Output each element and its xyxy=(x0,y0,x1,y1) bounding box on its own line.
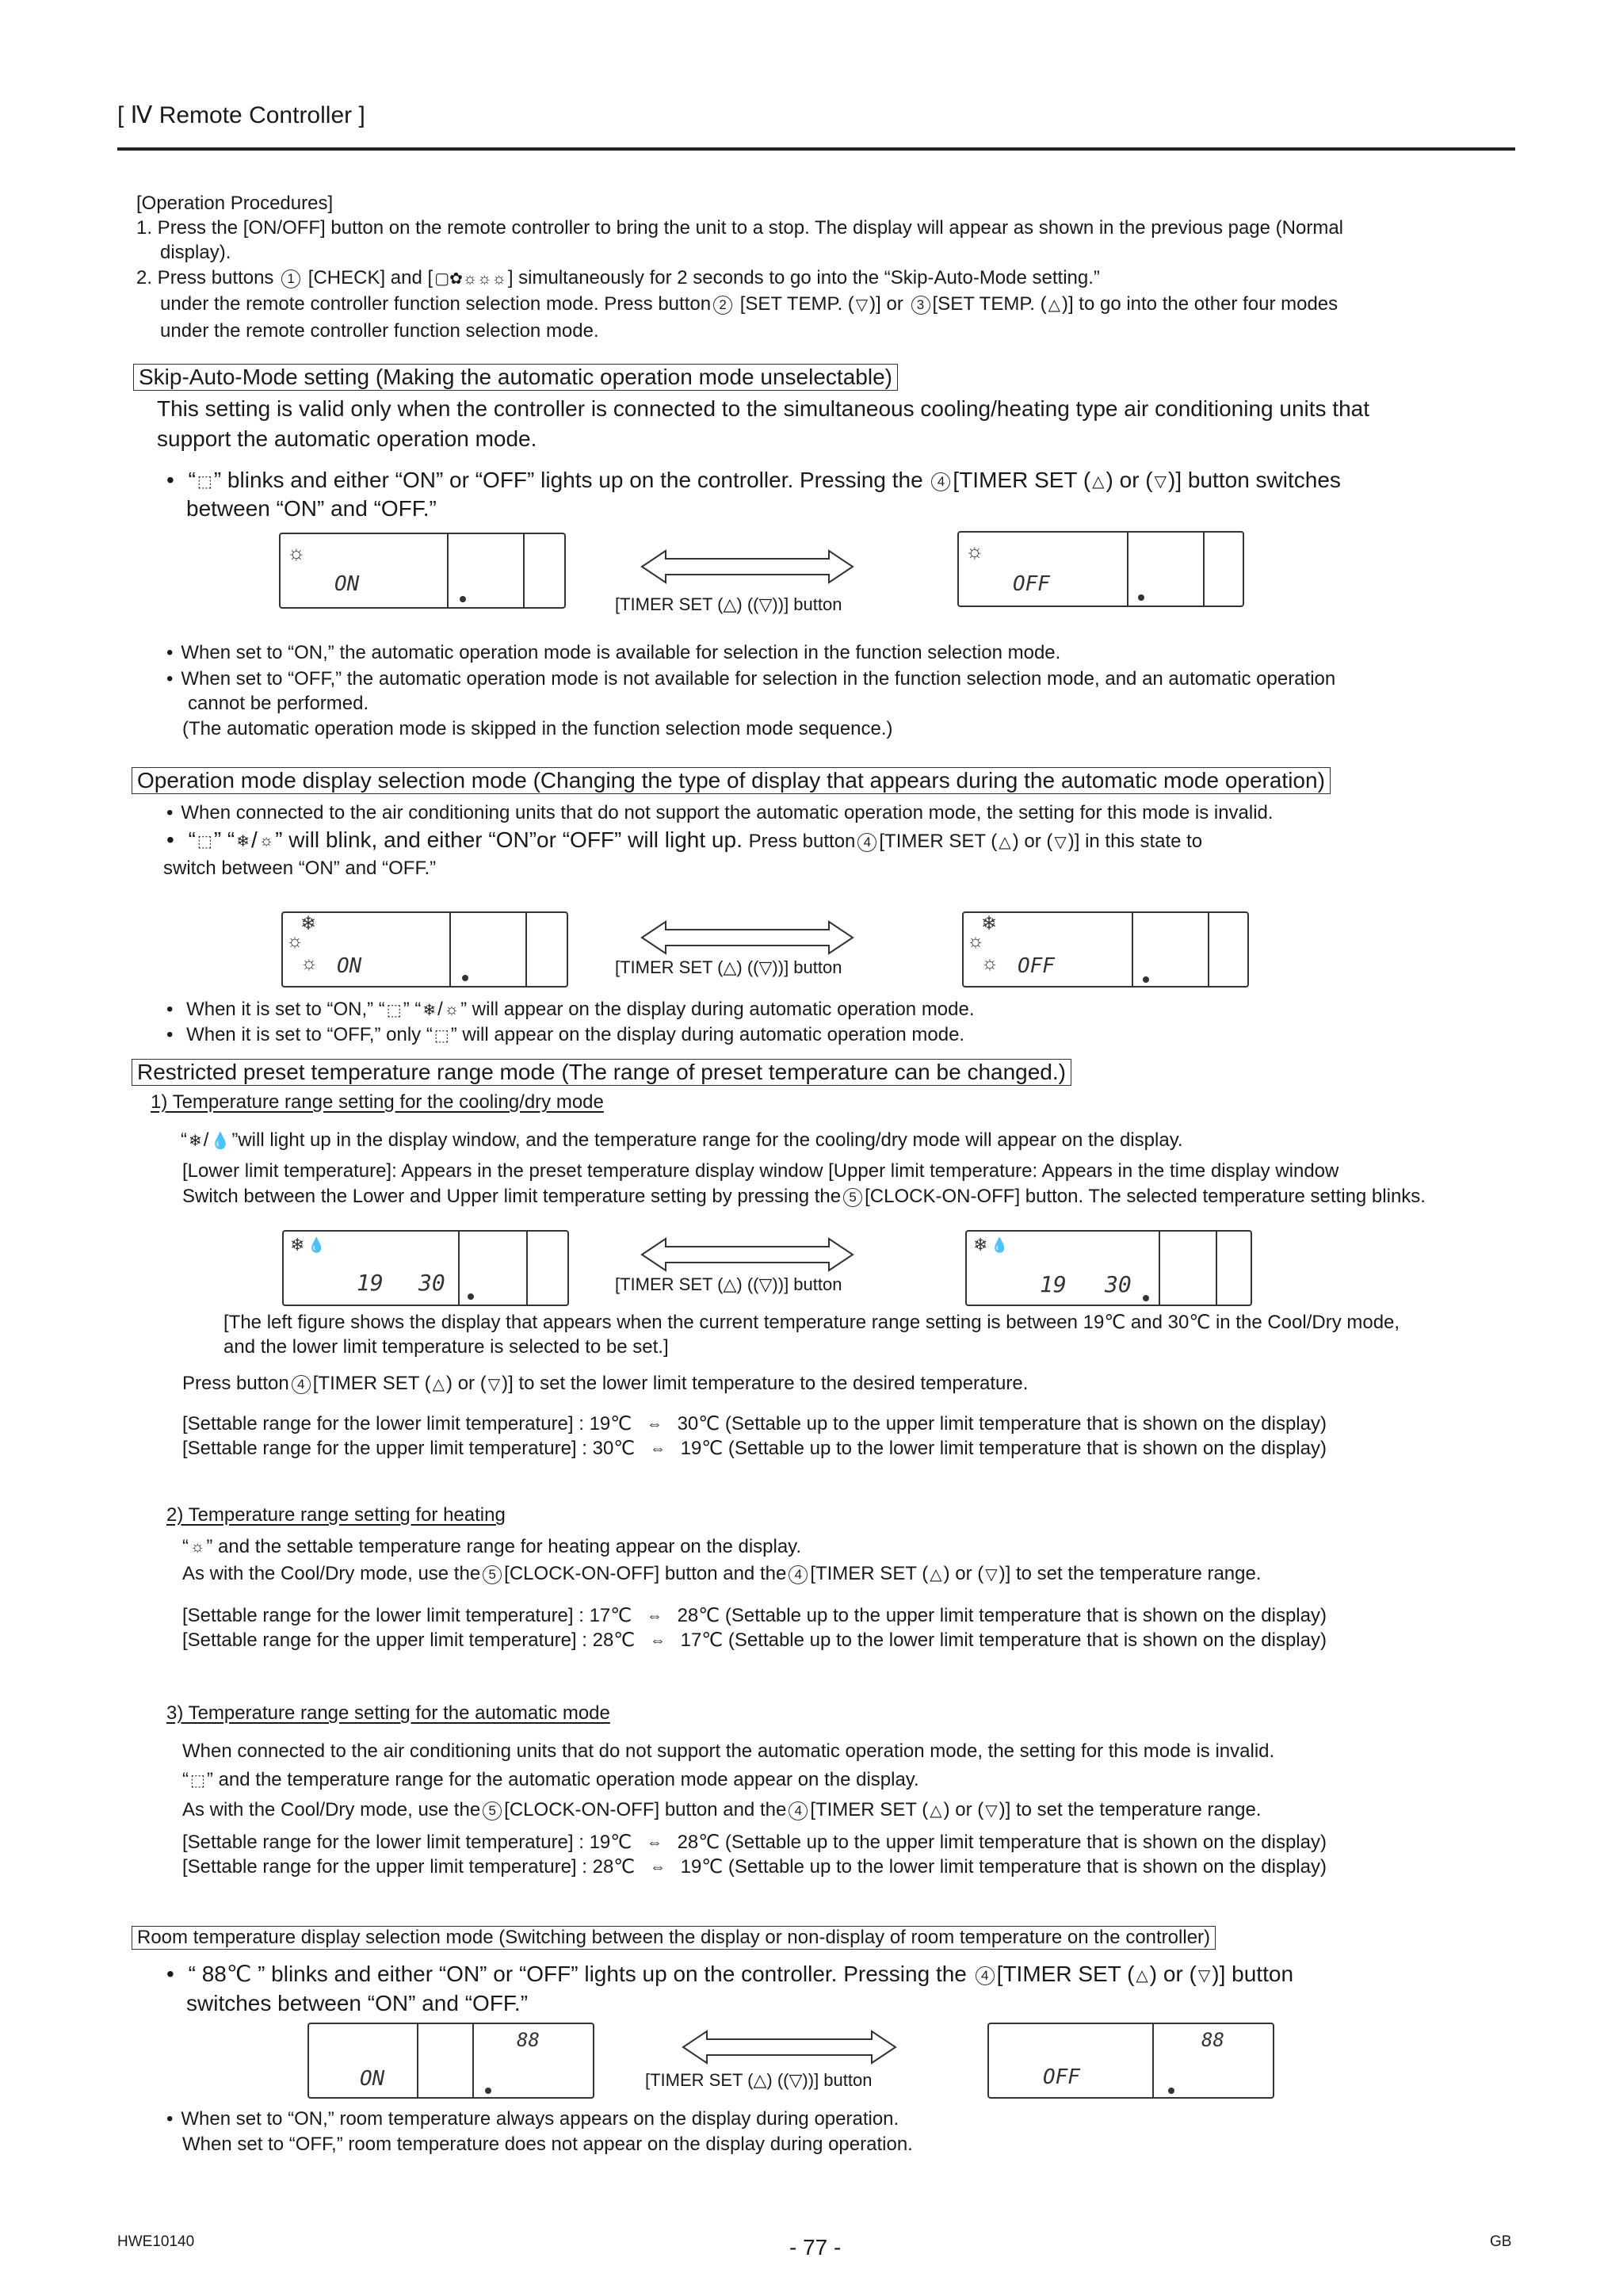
opdisp-off-note xyxy=(166,1024,964,1046)
auto-icon: ⬚ xyxy=(190,1772,205,1790)
room-heading: Room temperature display selection mode (Switching between the display or non-display of room temperature on the controller) xyxy=(132,1926,1216,1950)
circled-4: 4 xyxy=(789,1565,808,1584)
double-arrow-icon xyxy=(640,548,854,585)
opdisp-blink xyxy=(166,827,1202,853)
circled-4: 4 xyxy=(292,1375,311,1394)
text: ) or ( xyxy=(943,1563,984,1584)
drop-icon: 💧 xyxy=(307,1237,326,1253)
text: ) or ( xyxy=(943,1799,984,1820)
text: )] button switches xyxy=(1168,468,1341,492)
text: [TIMER SET ( xyxy=(810,1799,929,1820)
sun-icon: ☼ xyxy=(287,541,306,564)
footer-region: GB xyxy=(1490,2233,1512,2250)
text: [CLOCK-ON-OFF] button and the xyxy=(504,1563,787,1584)
lcd-temp: 88 xyxy=(517,2029,540,2051)
text: [Settable range for the lower limit temperature] : 19℃ xyxy=(182,1413,632,1435)
lcd-value-high: 30 xyxy=(1105,1271,1132,1297)
text: [TIMER SET ( xyxy=(879,831,998,852)
skip-note-skipped: (The automatic operation mode is skipped in the function selection mode sequence.) xyxy=(182,718,893,739)
auto-icon: ⬚ xyxy=(197,833,212,851)
text: will blink, and either “ON”or “OFF” will light up. xyxy=(288,827,743,852)
range-s2-title: 2) Temperature range setting for heating xyxy=(166,1504,506,1526)
text: “ xyxy=(181,1129,187,1151)
skip-intro: This setting is valid only when the controller is connected to the simultaneous cooling/heating type air conditioning units that xyxy=(157,396,1370,421)
text: As with the Cool/Dry mode, use the xyxy=(182,1563,481,1584)
lcd-divider xyxy=(472,2024,474,2097)
range-fig-note: [The left figure shows the display that appears when the current temperature range setting is between 19℃ and 30℃ in the Cool/Dry mode, xyxy=(223,1312,1400,1333)
auto-upper-range xyxy=(182,1855,1327,1878)
sun-icon: ☼ xyxy=(444,1001,460,1019)
lcd-value-low: 19 xyxy=(1040,1271,1067,1297)
text: 19℃ (Settable up to the lower limit temperature that is shown on the display) xyxy=(680,1856,1327,1878)
text: [TIMER SET ( xyxy=(996,1962,1135,1986)
text: “ xyxy=(188,827,196,852)
text: [Settable range for the upper limit temperature] : 30℃ xyxy=(182,1438,636,1459)
text: [CHECK] and [ xyxy=(307,267,433,288)
circled-5: 5 xyxy=(483,1565,502,1584)
text: will light up in the display window, and the temperature range for the cooling/dry mode will appear on the display. xyxy=(238,1129,1183,1151)
auto-icon: ⬚ xyxy=(433,1027,449,1045)
range-s2-appear xyxy=(182,1536,801,1558)
down-triangle-icon: ▽ xyxy=(1154,473,1167,491)
lcd-divider xyxy=(1203,533,1205,606)
text: [SET TEMP. ( xyxy=(932,293,1047,315)
down-triangle-icon: ▽ xyxy=(1054,834,1067,852)
lcd-value: ON xyxy=(360,2067,385,2091)
text: [Settable range for the upper limit temperature] : 28℃ xyxy=(182,1856,636,1878)
range-s1-lower: [Lower limit temperature]: Appears in the preset temperature display window [Upper limit temperature: Appears in the time display window xyxy=(182,1160,1339,1182)
down-triangle-icon: ▽ xyxy=(985,1802,998,1820)
double-arrow-icon: ⇔ xyxy=(649,1859,666,1877)
lcd-divider xyxy=(458,1232,460,1305)
up-triangle-icon: △ xyxy=(999,834,1011,852)
double-arrow-icon: ⇔ xyxy=(646,1607,663,1626)
snow-icon: ❄ xyxy=(290,1235,305,1255)
lcd-divider xyxy=(1132,913,1133,986)
opdisp-heading: Operation mode display selection mode (Changing the type of display that appears during the automatic mode operation) xyxy=(132,767,1331,794)
circled-4: 4 xyxy=(789,1801,808,1820)
text: 19℃ (Settable up to the lower limit temperature that is shown on the display) xyxy=(680,1438,1327,1459)
up-triangle-icon: △ xyxy=(432,1376,445,1394)
down-triangle-icon: ▽ xyxy=(1197,1967,1211,1985)
text: [SET TEMP. ( xyxy=(739,293,854,315)
text: )] to set the temperature range. xyxy=(999,1799,1262,1820)
text: ) or ( xyxy=(446,1373,487,1394)
range-s3-asw xyxy=(182,1799,1262,1821)
text: 2. Press buttons xyxy=(136,267,274,288)
sun-icon: ☼ xyxy=(286,930,304,952)
procedures-step1: 1. Press the [ON/OFF] button on the remote controller to bring the unit to a stop. The display will appear as shown in the previous page (Normal xyxy=(136,217,1344,239)
snow-icon: ❄ xyxy=(981,913,998,934)
lcd-range-left xyxy=(282,1230,569,1306)
range-s3-appear xyxy=(182,1769,919,1791)
double-arrow-icon: ⇔ xyxy=(646,1415,663,1434)
text: )] button xyxy=(1212,1962,1294,1986)
heat-lower-range xyxy=(182,1604,1327,1627)
cool-upper-range xyxy=(182,1437,1327,1460)
lcd-value: ON xyxy=(337,954,362,978)
skip-heading: Skip-Auto-Mode setting (Making the automatic operation mode unselectable) xyxy=(133,364,898,391)
procedures-step2-c: under the remote controller function selection mode. xyxy=(160,320,599,342)
range-fig-note-cont: and the lower limit temperature is selected to be set.] xyxy=(223,1336,669,1358)
range-heading: Restricted preset temperature range mode (The range of preset temperature can be changed.) xyxy=(132,1059,1071,1086)
mode-icons: ▢✿☼☼☼ xyxy=(434,270,506,288)
slash: / xyxy=(251,827,258,852)
auto-lower-range xyxy=(182,1831,1327,1854)
text: ” xyxy=(275,827,289,852)
range-s2-asw xyxy=(182,1563,1262,1585)
lcd-divider xyxy=(526,1232,528,1305)
opdisp-blink-cont: switch between “ON” and “OFF.” xyxy=(163,858,437,879)
double-arrow-icon xyxy=(682,2029,897,2065)
slash: / xyxy=(437,999,443,1020)
snow-icon: ❄ xyxy=(422,1002,437,1020)
lcd-value: OFF xyxy=(1018,954,1055,978)
text: ” “ xyxy=(213,827,235,852)
procedures-step2-b xyxy=(160,293,1338,315)
text: “ 88℃ ” blinks and either “ON” or “OFF” lights up on the controller. Pressing the xyxy=(188,1962,967,1986)
timer-set-label: [TIMER SET (△) ((▽))] button xyxy=(615,957,842,977)
text: When it is set to “OFF,” only “ xyxy=(186,1024,433,1045)
procedures-step2 xyxy=(136,267,1100,289)
circled-5: 5 xyxy=(843,1188,862,1207)
snow-icon: ❄ xyxy=(300,913,317,934)
text: [CLOCK-ON-OFF] button and the xyxy=(504,1799,787,1820)
lcd-divider xyxy=(447,534,449,607)
text: ) or ( xyxy=(1149,1962,1197,1986)
lcd-opdisp-off xyxy=(962,911,1249,988)
sun-icon: ☼ xyxy=(965,539,984,563)
lcd-temp: 88 xyxy=(1201,2029,1224,2051)
range-s3-invalid: When connected to the air conditioning units that do not support the automatic operation mode, the setting for this mode is invalid. xyxy=(182,1740,1275,1762)
snow-icon: ❄ xyxy=(189,1133,202,1151)
lcd-divider xyxy=(449,913,451,986)
text: Switch between the Lower and Upper limit temperature setting by pressing the xyxy=(182,1186,842,1207)
up-triangle-icon: △ xyxy=(930,1802,942,1820)
lcd-room-off xyxy=(987,2023,1274,2099)
double-arrow-icon xyxy=(640,1236,854,1273)
sun-icon: ☼ xyxy=(981,953,999,974)
text: ” will appear on the display during automatic operation mode. xyxy=(460,999,975,1020)
text: 28℃ (Settable up to the upper limit temperature that is shown on the display) xyxy=(677,1605,1327,1626)
lcd-dot xyxy=(1138,594,1144,601)
double-arrow-icon xyxy=(640,919,854,956)
text: [CLOCK-ON-OFF] button. The selected temperature setting blinks. xyxy=(865,1186,1426,1207)
footer-code: HWE10140 xyxy=(117,2233,195,2250)
down-triangle-icon: ▽ xyxy=(855,296,869,315)
circled-5: 5 xyxy=(483,1801,502,1820)
text: 30℃ (Settable up to the upper limit temperature that is shown on the display) xyxy=(677,1413,1327,1435)
skip-note-off: • When set to “OFF,” the automatic operation mode is not available for selection in the function selection mode, and an automatic operation xyxy=(166,668,1335,690)
auto-icon: ⬚ xyxy=(197,473,212,491)
timer-set-label: [TIMER SET (△) ((▽))] button xyxy=(645,2070,873,2090)
lcd-value: OFF xyxy=(1013,572,1050,596)
page-number: - 77 - xyxy=(789,2235,842,2260)
up-triangle-icon: △ xyxy=(1092,473,1105,491)
range-s3-title: 3) Temperature range setting for the automatic mode xyxy=(166,1702,610,1724)
text: ” and the settable temperature range for heating appear on the display. xyxy=(206,1536,802,1557)
text: [Settable range for the lower limit temperature] : 19℃ xyxy=(182,1832,632,1853)
sun-icon: ☼ xyxy=(300,953,318,974)
room-bullet xyxy=(166,1961,1293,1987)
text: [TIMER SET ( xyxy=(953,468,1091,492)
lcd-value: ON xyxy=(334,572,360,596)
lcd-range-right xyxy=(965,1230,1252,1306)
snow-icon: ❄ xyxy=(973,1235,988,1255)
text: [TIMER SET ( xyxy=(810,1563,929,1584)
text: ] simultaneously for 2 seconds to go into the “Skip-Auto-Mode setting.” xyxy=(507,267,1100,288)
lcd-dot xyxy=(485,2088,491,2094)
lcd-dot xyxy=(1143,976,1149,983)
text: Press button xyxy=(182,1373,289,1394)
text: When it is set to “ON,” “ xyxy=(186,999,385,1020)
range-s1-light xyxy=(181,1129,1183,1152)
skip-bullet xyxy=(166,468,1341,493)
lcd-divider xyxy=(1152,2024,1154,2097)
text: )] in this state to xyxy=(1067,831,1203,852)
text: ) or ( xyxy=(1106,468,1153,492)
text: ” and the temperature range for the automatic operation mode appear on the display. xyxy=(206,1769,919,1790)
snow-icon: ❄ xyxy=(236,833,250,851)
skip-note-off-cont: cannot be performed. xyxy=(188,693,369,714)
text: ” blinks and either “ON” or “OFF” lights up on the controller. Pressing the xyxy=(213,468,923,492)
down-triangle-icon: ▽ xyxy=(487,1376,501,1394)
up-triangle-icon: △ xyxy=(930,1566,942,1584)
circled-1: 1 xyxy=(281,269,300,288)
down-triangle-icon: ▽ xyxy=(985,1566,998,1584)
double-arrow-icon: ⇔ xyxy=(646,1834,663,1852)
sun-icon: ☼ xyxy=(967,930,984,952)
text: 17℃ (Settable up to the lower limit temperature that is shown on the display) xyxy=(680,1629,1327,1651)
text: Press button xyxy=(748,831,856,852)
text: [Settable range for the upper limit temperature] : 28℃ xyxy=(182,1629,636,1651)
timer-set-label: [TIMER SET (△) ((▽))] button xyxy=(615,594,842,614)
text: 28℃ (Settable up to the upper limit temperature that is shown on the display) xyxy=(677,1832,1327,1853)
section-title: [ Ⅳ Remote Controller ] xyxy=(117,102,365,128)
heat-upper-range xyxy=(182,1629,1327,1652)
lcd-dot xyxy=(462,975,468,981)
lcd-divider xyxy=(1208,913,1209,986)
lcd-dot xyxy=(468,1293,474,1300)
timer-set-label: [TIMER SET (△) ((▽))] button xyxy=(615,1274,842,1294)
text: )] or xyxy=(869,293,903,315)
lcd-divider xyxy=(525,913,527,986)
circled-3: 3 xyxy=(911,296,930,315)
circled-4: 4 xyxy=(976,1966,995,1985)
lcd-divider xyxy=(1216,1232,1217,1305)
lcd-divider xyxy=(417,2024,418,2097)
circled-4: 4 xyxy=(857,833,876,852)
lcd-opdisp-on xyxy=(281,911,568,988)
room-note-off: When set to “OFF,” room temperature does not appear on the display during operation. xyxy=(182,2134,913,2155)
double-arrow-icon: ⇔ xyxy=(649,1632,666,1650)
opdisp-invalid: • When connected to the air conditioning units that do not support the automatic operation mode, the setting for this mode is invalid. xyxy=(166,802,1274,824)
lcd-divider xyxy=(1159,1232,1160,1305)
procedures-step1-cont: display). xyxy=(160,242,231,263)
procedures-title: [Operation Procedures] xyxy=(136,193,334,214)
room-note-on: • When set to “ON,” room temperature always appears on the display during operation. xyxy=(166,2108,899,2130)
lcd-value-low: 19 xyxy=(357,1270,384,1296)
circled-4: 4 xyxy=(931,472,950,491)
text: ” will appear on the display during automatic operation mode. xyxy=(450,1024,965,1045)
text: [Settable range for the lower limit temperature] : 17℃ xyxy=(182,1605,632,1626)
lcd-dot xyxy=(1168,2088,1174,2094)
header-rule xyxy=(117,147,1515,151)
opdisp-on-note xyxy=(166,999,975,1021)
skip-intro-cont: support the automatic operation mode. xyxy=(157,426,537,451)
up-triangle-icon: △ xyxy=(1048,296,1060,315)
text: “ xyxy=(182,1536,189,1557)
lcd-room-on xyxy=(307,2023,594,2099)
auto-icon: ⬚ xyxy=(386,1002,402,1020)
text: )] to set the lower limit temperature to the desired temperature. xyxy=(502,1373,1029,1394)
text: ” xyxy=(231,1129,239,1151)
lcd-dot xyxy=(1143,1295,1149,1301)
text: )] to go into the other four modes xyxy=(1061,293,1338,315)
text: under the remote controller function selection mode. Press button xyxy=(160,293,712,315)
double-arrow-icon: ⇔ xyxy=(649,1440,666,1458)
text: ” “ xyxy=(403,999,422,1020)
circled-2: 2 xyxy=(713,296,732,315)
sun-icon: ☼ xyxy=(190,1538,205,1557)
lcd-skip-off xyxy=(957,531,1244,607)
lcd-value-high: 30 xyxy=(418,1270,445,1296)
text: As with the Cool/Dry mode, use the xyxy=(182,1799,481,1820)
lcd-divider xyxy=(523,534,525,607)
text: [TIMER SET ( xyxy=(312,1373,431,1394)
cool-lower-range xyxy=(182,1412,1327,1435)
text: “ xyxy=(188,468,196,492)
lcd-skip-on xyxy=(279,533,566,609)
sun-icon: ☼ xyxy=(258,832,274,850)
lcd-value: OFF xyxy=(1043,2065,1080,2089)
text: ) or ( xyxy=(1012,831,1053,852)
drop-icon: 💧 xyxy=(210,1133,231,1151)
skip-bullet-cont: between “ON” and “OFF.” xyxy=(186,496,437,521)
up-triangle-icon: △ xyxy=(1136,1967,1148,1985)
range-press xyxy=(182,1373,1028,1395)
text: )] to set the temperature range. xyxy=(999,1563,1262,1584)
text: “ xyxy=(182,1769,189,1790)
room-bullet-cont: switches between “ON” and “OFF.” xyxy=(186,1991,529,2015)
skip-note-on: • When set to “ON,” the automatic operation mode is available for selection in the function selection mode. xyxy=(166,642,1060,664)
lcd-divider xyxy=(1127,533,1128,606)
lcd-dot xyxy=(460,596,466,602)
slash: / xyxy=(203,1129,209,1151)
drop-icon: 💧 xyxy=(991,1237,1009,1253)
range-s1-switch xyxy=(182,1186,1426,1208)
range-s1-title: 1) Temperature range setting for the cooling/dry mode xyxy=(151,1091,604,1113)
